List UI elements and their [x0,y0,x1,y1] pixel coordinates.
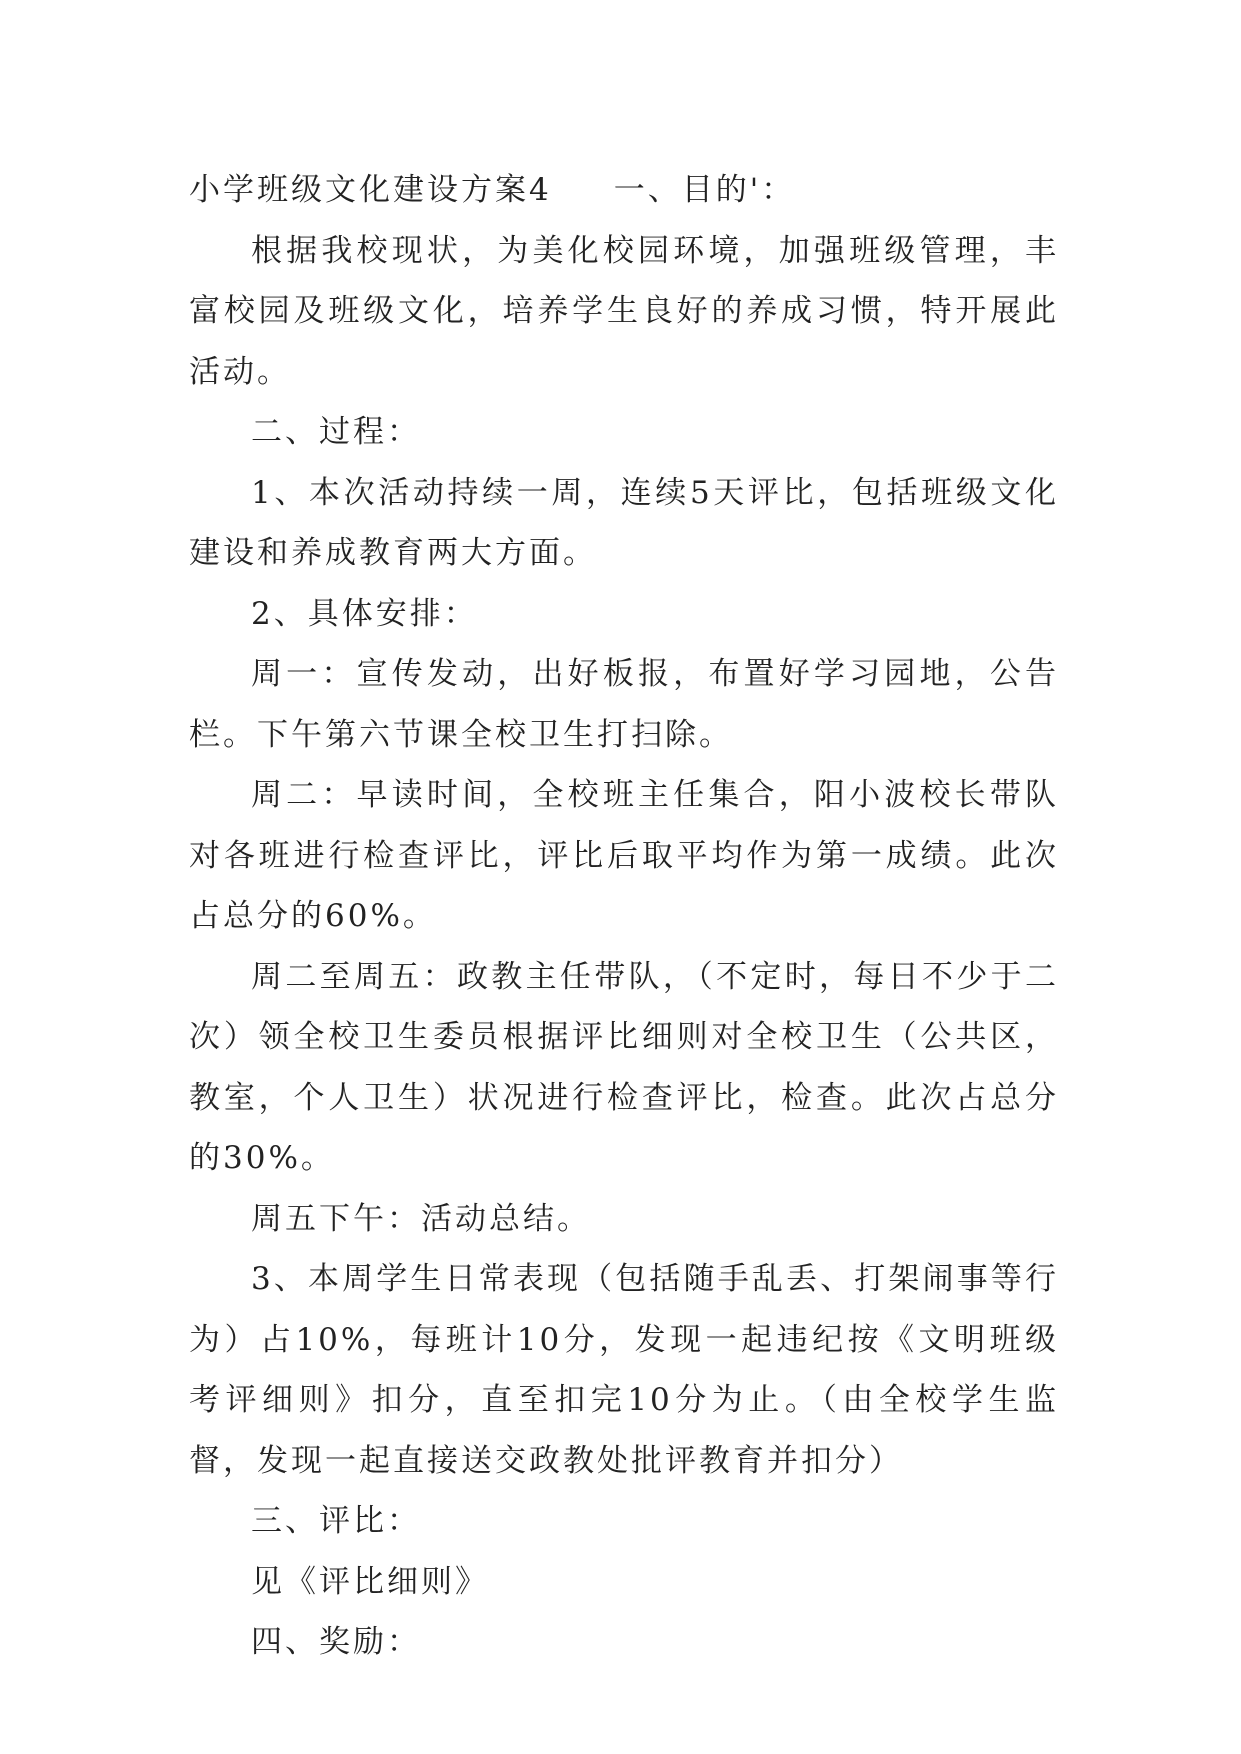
heading-evaluation: 三、评比： [251,1503,421,1539]
heading-process: 二、过程： [251,414,421,450]
heading-rewards: 四、奖励： [251,1624,421,1660]
heading-schedule: 2、具体安排： [251,595,478,632]
title-line [189,160,1059,221]
paragraph-friday-afternoon: 周五下午：活动总结。 [251,1200,591,1237]
paragraph-tuesday-to-friday: 周二至周五：政教主任带队，（不定时，每日不少于二次）领全校卫生委员根据评比细则对全校卫生（公共区，教室，个人卫生）状况进行检查评比，检查。此次占总分的30%。 [189,958,1059,1176]
paragraph-monday: 周一：宣传发动，出好板报，布置好学习园地，公告栏。下午第六节课全校卫生打扫除。 [189,656,1059,753]
paragraph-daily-behavior: 3、本周学生日常表现（包括随手乱丢、打架闹事等行为）占10%，每班计10分，发现一起违纪按《文明班级考评细则》扣分，直至扣完10分为止。（由全校学生监督，发现一起直接送交政教处批评教育并扣分） [189,1261,1059,1479]
document-page [189,160,1059,1673]
heading-purpose: 一、目的'： [613,172,796,208]
paragraph-background: 根据我校现状，为美化校园环境，加强班级管理，丰富校园及班级文化，培养学生良好的养成习惯，特开展此活动。 [189,232,1059,390]
paragraph-tuesday: 周二：早读时间，全校班主任集合，阳小波校长带队对各班进行检查评比，评比后取平均作为第一成绩。此次占总分的60%。 [189,777,1059,934]
paragraph-evaluation-rules: 见《评比细则》 [251,1563,489,1600]
document-title: 小学班级文化建设方案4 [189,172,552,208]
paragraph-duration: 1、本次活动持续一周，连续5天评比，包括班级文化建设和养成教育两大方面。 [189,474,1059,571]
